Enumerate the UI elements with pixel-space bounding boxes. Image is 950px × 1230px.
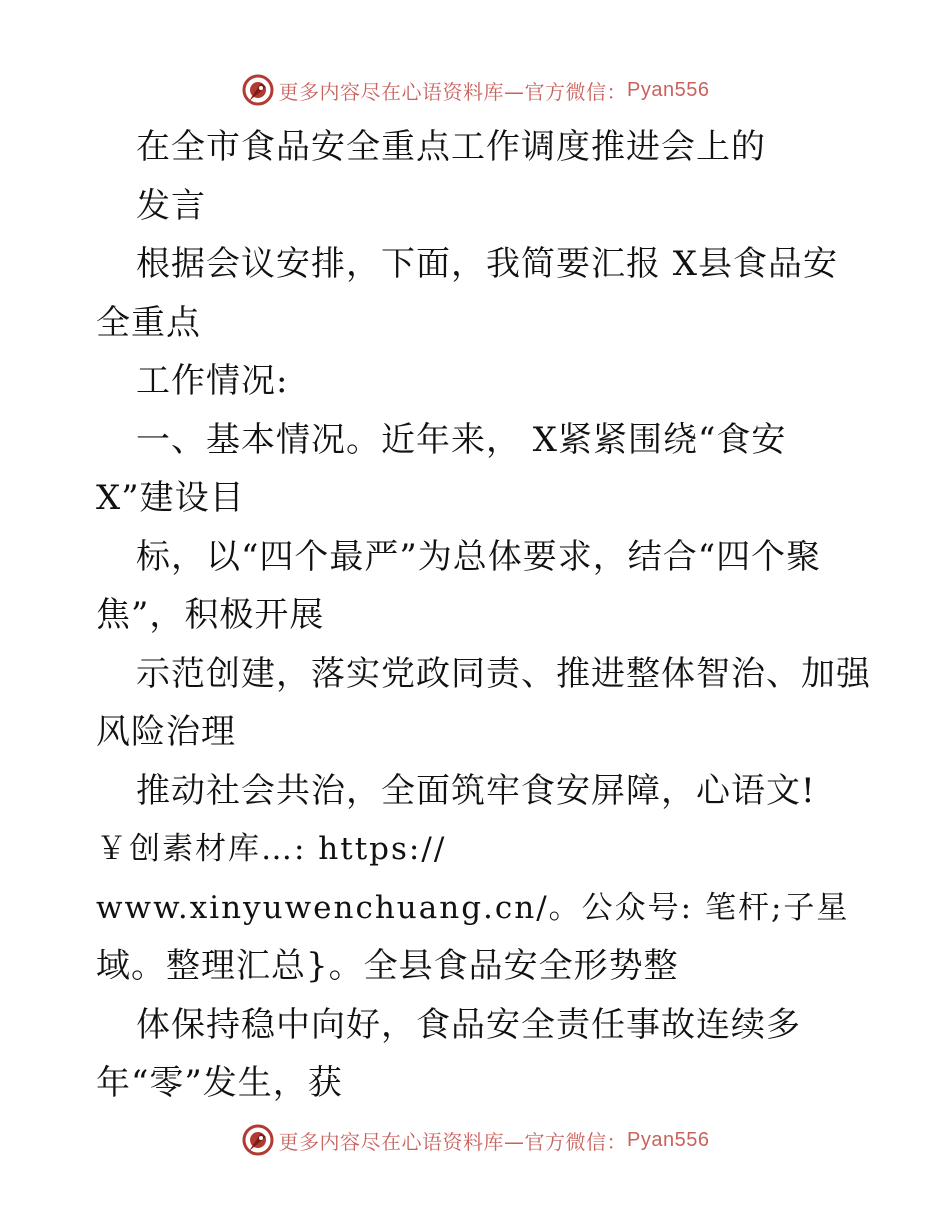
text-line: 一、基本情况。近年来， X紧紧围绕“食安 [136, 419, 787, 460]
wechat-id: Pyan556 [627, 1128, 710, 1151]
text-line: 焦”，积极开展 [96, 595, 325, 635]
text-line: 示范创建，落实党政同责、推进整体智治、加强 [136, 653, 871, 694]
text-line: 根据会议安排，下面，我简要汇报 X县食品安 [136, 244, 839, 284]
pen-nib-logo-icon [241, 73, 275, 107]
text-line: 推动社会共治，全面筑牢食安屏障，心语文! [136, 770, 816, 811]
header-banner [0, 70, 950, 110]
banner-text: 更多内容尽在心语资料库—官方微信： [278, 1129, 628, 1154]
text-line: X”建设目 [96, 478, 245, 518]
text-line: 年“零”发生，获 [96, 1063, 343, 1103]
text-line: 体保持稳中向好，食品安全责任事故连续多 [136, 1004, 801, 1045]
text-line: 全重点 [96, 302, 201, 343]
text-line: www.xinyuwenchuang.cn/。公众号: 笔杆;子星 [96, 889, 850, 926]
text-line: 发言 [136, 185, 206, 226]
banner-text: 更多内容尽在心语资料库—官方微信： [278, 79, 628, 104]
text-line: 风险治理 [96, 712, 236, 752]
text-line: ￥创素材库…: https:// [96, 831, 447, 867]
footer-banner [0, 1120, 950, 1160]
text-line: 标，以“四个最严”为总体要求，结合“四个聚 [136, 536, 822, 577]
pen-nib-logo-icon [241, 1123, 275, 1157]
text-line: 域。整理汇总}。全县食品安全形势整 [96, 946, 679, 986]
wechat-id: Pyan556 [627, 78, 710, 101]
document-body [96, 118, 871, 1113]
text-line: 在全市食品安全重点工作调度推进会上的 [136, 127, 766, 167]
text-line: 工作情况: [136, 361, 289, 401]
